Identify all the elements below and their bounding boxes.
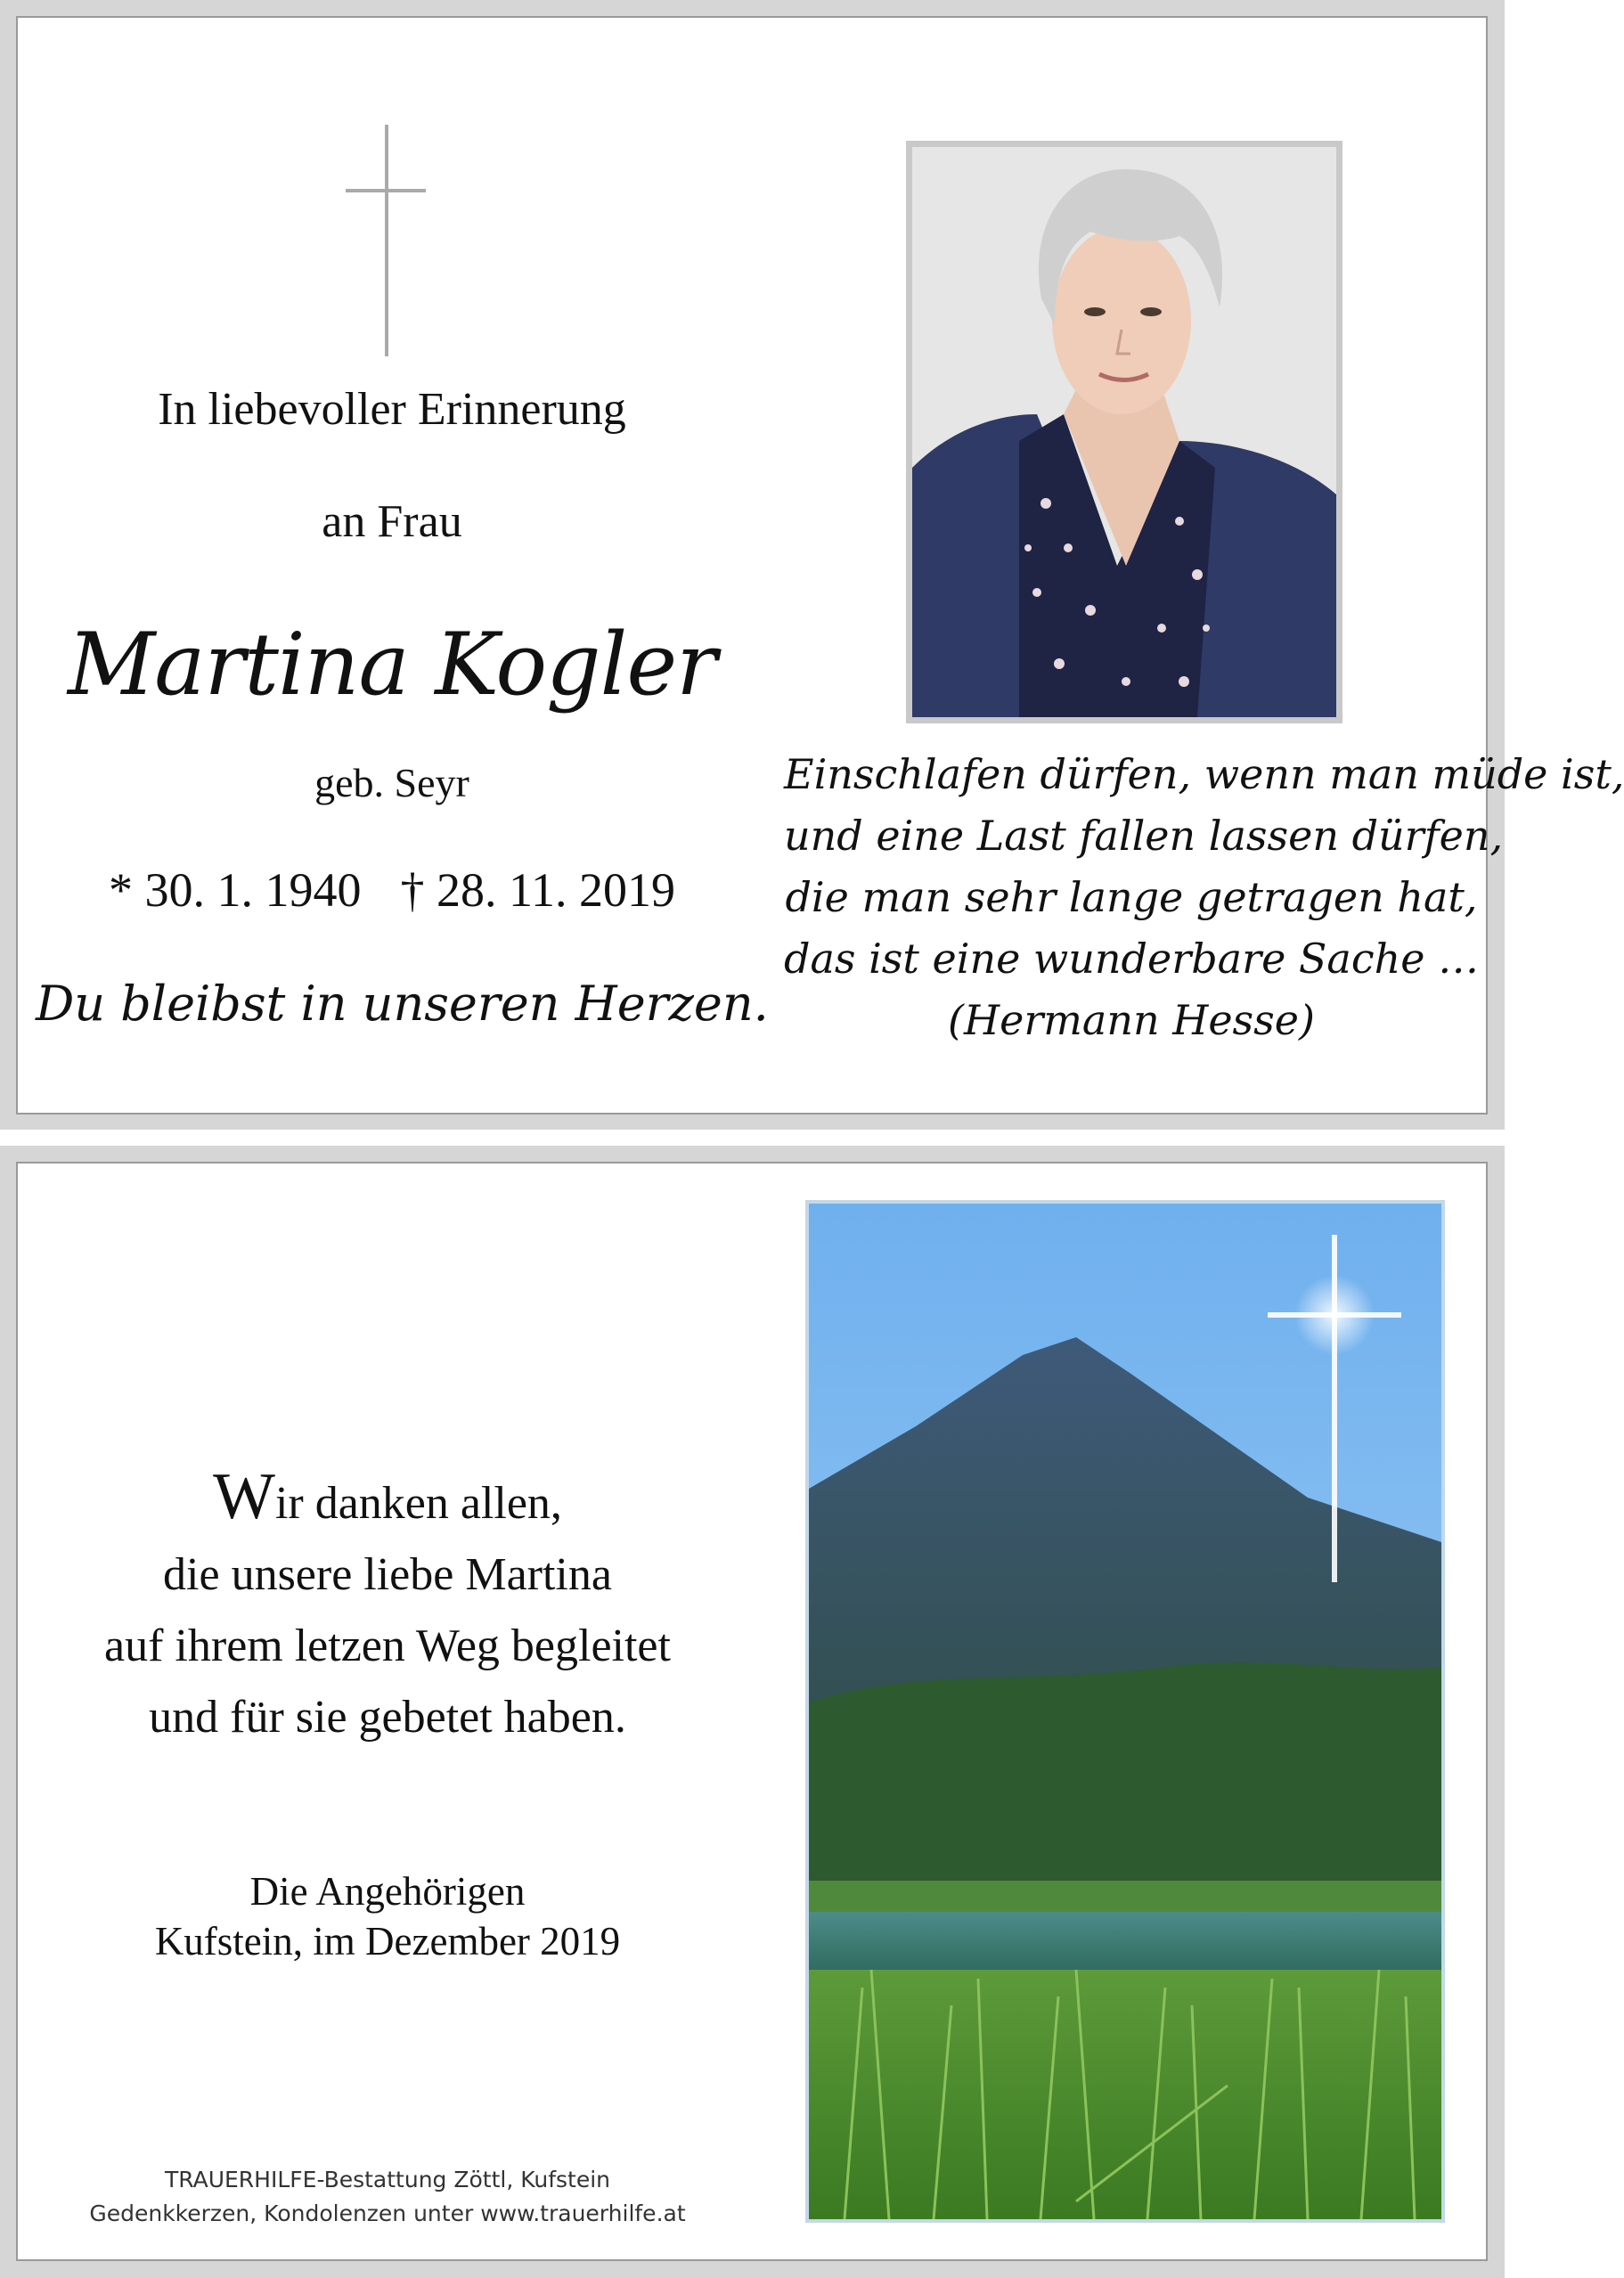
birth-date: * 30. 1. 1940 (109, 863, 362, 917)
portrait-frame (906, 141, 1342, 723)
salutation: an Frau (322, 496, 462, 547)
signoff-family: Die Angehörigen (249, 1869, 526, 1914)
cross-icon (337, 125, 435, 356)
poem-attribution: (Hermann Hesse) (948, 996, 1315, 1044)
footer-website: Gedenkkerzen, Kondolenzen unter www.trauerhilfe.at (89, 2200, 686, 2226)
signoff-place-date: Kufstein, im Dezember 2019 (154, 1919, 621, 1964)
poem (784, 744, 1624, 1051)
signoff (36, 1866, 739, 1966)
mountain-lake-photo (809, 1204, 1441, 2219)
portrait-photo (912, 147, 1336, 717)
thanks-line: und für sie gebetet haben. (149, 1692, 626, 1743)
landscape-frame (805, 1200, 1445, 2223)
thank-you-text (36, 1461, 739, 1753)
funeral-home-footer (36, 2163, 739, 2231)
poem-line: das ist eine wunderbare Sache … (784, 935, 1480, 983)
intro-line: In liebevoller Erinnerung (158, 384, 626, 435)
farewell-line: Du bleibst in unseren Herzen. (36, 976, 769, 1032)
thanks-line (36, 1461, 739, 1539)
death-date: † 28. 11. 2019 (400, 863, 675, 917)
life-dates (53, 862, 730, 918)
birth-name: geb. Seyr (314, 760, 469, 805)
thanks-line: auf ihrem letzen Weg begleitet (104, 1621, 671, 1671)
poem-line: und eine Last fallen lassen dürfen, (784, 812, 1504, 860)
thanks-first-rest: ir danken allen, (274, 1478, 562, 1529)
poem-line: Einschlafen dürfen, wenn man müde ist, (784, 750, 1624, 798)
memorial-card-front (0, 0, 1624, 1130)
thanks-initial: W (213, 1460, 275, 1533)
deceased-name: Martina Kogler (67, 615, 717, 714)
footer-company: TRAUERHILFE-Bestattung Zöttl, Kufstein (164, 2167, 611, 2192)
thanks-line: die unsere liebe Martina (163, 1549, 612, 1600)
poem-line: die man sehr lange getragen hat, (785, 873, 1478, 921)
